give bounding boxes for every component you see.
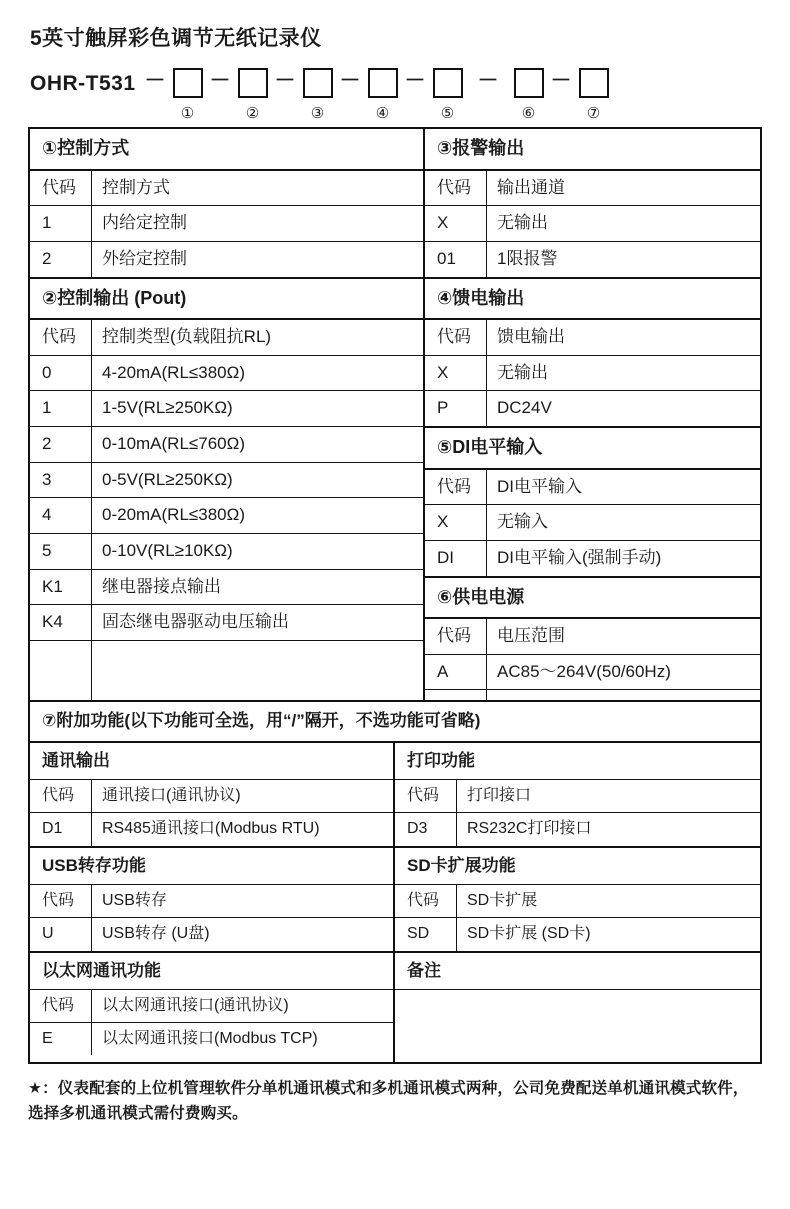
- table-row: [30, 990, 393, 1023]
- column-header-desc: 电压范围: [497, 626, 565, 646]
- column-header-code: 代码: [395, 885, 457, 917]
- column-header-desc: 输出通道: [497, 177, 565, 197]
- cell-desc: RS485通讯接口(Modbus RTU): [102, 820, 320, 838]
- section-2-heading: ②控制输出 (Pout): [30, 279, 423, 321]
- column-header-code: 代码: [425, 320, 487, 355]
- section-7-row: [30, 743, 760, 848]
- column-header-code: 代码: [425, 171, 487, 206]
- cell-code: SD: [395, 918, 457, 950]
- column-header-code: 代码: [425, 619, 487, 654]
- cell-desc: SD卡扩展 (SD卡): [467, 925, 591, 943]
- table-row: [30, 206, 423, 242]
- spec-table-main: [28, 127, 762, 702]
- slot-number: ④: [375, 105, 390, 122]
- cell-code: X: [425, 505, 487, 540]
- slot-number: ⑤: [440, 105, 455, 122]
- table-row: [425, 242, 760, 279]
- table-row: [30, 885, 393, 918]
- cell-desc: 无输入: [497, 512, 548, 532]
- cell-desc: 无输出: [497, 213, 548, 233]
- table-row: [425, 619, 760, 655]
- cell-code: 01: [425, 242, 487, 277]
- column-header-code: 代码: [30, 320, 92, 355]
- cell-empty: [425, 690, 487, 700]
- remarks-empty-area: [395, 990, 760, 1062]
- slot-box[interactable]: [368, 68, 398, 98]
- column-header-desc: USB转存: [102, 891, 167, 909]
- cell-desc: 1-5V(RL≥250KΩ): [102, 398, 233, 418]
- table-row: [395, 780, 760, 813]
- block-print-function: [395, 743, 760, 846]
- slot-box[interactable]: [173, 68, 203, 98]
- cell-code: A: [425, 655, 487, 690]
- block-ethernet-communication: [30, 953, 395, 1062]
- block-title: 通讯输出: [30, 743, 393, 780]
- table-row: [395, 918, 760, 950]
- section-7-row: [30, 848, 760, 953]
- column-header-desc: 控制方式: [102, 177, 170, 197]
- cell-code: D1: [30, 813, 92, 845]
- model-separator: －: [404, 69, 426, 92]
- table-row: [30, 605, 423, 641]
- spec-column-right: [425, 129, 760, 700]
- model-slot-6: [514, 64, 544, 121]
- cell-desc: 继电器接点输出: [102, 576, 221, 596]
- table-row: [425, 655, 760, 691]
- column-header-desc: 以太网通讯接口(通讯协议): [102, 996, 289, 1014]
- slot-box[interactable]: [514, 68, 544, 98]
- model-separator: －: [274, 69, 296, 92]
- cell-desc: 内给定控制: [102, 213, 187, 233]
- column-header-desc: DI电平输入: [497, 476, 582, 496]
- table-row-filler: [425, 690, 760, 700]
- slot-box[interactable]: [303, 68, 333, 98]
- cell-desc: USB转存 (U盘): [102, 925, 210, 943]
- model-slot-1: [173, 64, 203, 121]
- block-title: 打印功能: [395, 743, 760, 780]
- model-separator: －: [144, 69, 166, 92]
- model-separator: －: [339, 69, 361, 92]
- cell-code: 1: [30, 391, 92, 426]
- column-header-code: 代码: [425, 470, 487, 505]
- cell-code: 2: [30, 427, 92, 462]
- table-row: [425, 470, 760, 506]
- table-row: [30, 427, 423, 463]
- cell-code: K1: [30, 570, 92, 605]
- block-remarks: [395, 953, 760, 1062]
- cell-desc: 无输出: [497, 362, 548, 382]
- column-header-code: 代码: [30, 990, 92, 1022]
- table-row: [30, 391, 423, 427]
- slot-box[interactable]: [238, 68, 268, 98]
- section-3-heading: ③报警输出: [425, 129, 760, 171]
- table-row: [425, 206, 760, 242]
- model-separator: －: [209, 69, 231, 92]
- cell-empty: [487, 690, 760, 700]
- table-row: [30, 570, 423, 606]
- column-header-desc: 通讯接口(通讯协议): [102, 786, 241, 804]
- cell-code: 0: [30, 356, 92, 391]
- spec-table-section-7: [28, 702, 762, 1063]
- block-title: 备注: [395, 953, 760, 990]
- table-row-filler: [30, 641, 423, 701]
- section-1-heading: ①控制方式: [30, 129, 423, 171]
- column-header-desc: SD卡扩展: [467, 891, 538, 909]
- cell-desc: RS232C打印接口: [467, 820, 592, 838]
- model-slot-4: [368, 64, 398, 121]
- column-header-code: 代码: [30, 171, 92, 206]
- model-slot-7: [579, 64, 609, 121]
- model-slot-2: [238, 64, 268, 121]
- cell-code: K4: [30, 605, 92, 640]
- cell-desc: 0-20mA(RL≤380Ω): [102, 505, 245, 525]
- column-header-desc: 馈电输出: [497, 327, 565, 347]
- block-sd-card-expansion: [395, 848, 760, 951]
- block-title: USB转存功能: [30, 848, 393, 885]
- table-row: [30, 171, 423, 207]
- column-header-code: 代码: [30, 885, 92, 917]
- table-row: [30, 242, 423, 279]
- model-separator: －: [477, 69, 499, 92]
- model-name: OHR-T531: [30, 72, 136, 95]
- cell-desc: 0-10V(RL≥10KΩ): [102, 540, 233, 560]
- model-slot-3: [303, 64, 333, 121]
- cell-code: X: [425, 206, 487, 241]
- cell-desc: 以太网通讯接口(Modbus TCP): [102, 1030, 318, 1048]
- cell-desc: 固态继电器驱动电压输出: [102, 612, 289, 632]
- cell-code: U: [30, 918, 92, 950]
- table-row: [30, 356, 423, 392]
- cell-empty: [30, 641, 92, 701]
- column-header-desc: 控制类型(负载阻抗RL): [102, 327, 272, 347]
- table-row: [30, 918, 393, 950]
- table-row: [425, 171, 760, 207]
- section-4-heading: ④馈电输出: [425, 279, 760, 321]
- table-row: [30, 813, 393, 845]
- cell-code: 4: [30, 498, 92, 533]
- column-header-code: 代码: [30, 780, 92, 812]
- model-slot-5: [433, 64, 463, 121]
- column-header-code: 代码: [395, 780, 457, 812]
- cell-desc: 0-10mA(RL≤760Ω): [102, 434, 245, 454]
- table-row: [30, 320, 423, 356]
- block-communication-output: [30, 743, 395, 846]
- cell-desc: 外给定控制: [102, 248, 187, 268]
- model-code-row: [30, 64, 762, 121]
- cell-code: X: [425, 356, 487, 391]
- table-row: [425, 505, 760, 541]
- slot-number: ②: [245, 105, 260, 122]
- block-title: SD卡扩展功能: [395, 848, 760, 885]
- table-row: [425, 541, 760, 578]
- section-7-row: [30, 953, 760, 1062]
- table-row: [425, 320, 760, 356]
- table-row: [395, 813, 760, 845]
- table-row: [425, 391, 760, 428]
- table-row: [30, 780, 393, 813]
- cell-empty: [92, 641, 423, 701]
- cell-desc: 1限报警: [497, 248, 558, 268]
- cell-desc: 0-5V(RL≥250KΩ): [102, 469, 233, 489]
- table-row: [395, 885, 760, 918]
- spec-column-left: [30, 129, 425, 700]
- slot-box[interactable]: [579, 68, 609, 98]
- table-row: [30, 498, 423, 534]
- cell-code: E: [30, 1023, 92, 1055]
- block-title: 以太网通讯功能: [30, 953, 393, 990]
- cell-desc: DI电平输入(强制手动): [497, 547, 662, 567]
- footnote: ★：仪表配套的上位机管理软件分单机通讯模式和多机通讯模式两种，公司免费配送单机通讯模式软件，选择多机通讯模式需付费购买。: [28, 1079, 749, 1123]
- cell-code: DI: [425, 541, 487, 576]
- cell-code: 5: [30, 534, 92, 569]
- cell-code: P: [425, 391, 487, 426]
- slot-number: ①: [180, 105, 195, 122]
- slot-number: ⑦: [586, 105, 601, 122]
- cell-code: 3: [30, 463, 92, 498]
- cell-desc: AC85～264V(50/60Hz): [497, 661, 671, 681]
- page-title: 5英寸触屏彩色调节无纸记录仪: [30, 27, 322, 50]
- section-5-heading: ⑤DI电平输入: [425, 428, 760, 470]
- cell-code: D3: [395, 813, 457, 845]
- block-usb-transfer: [30, 848, 395, 951]
- model-slots: [138, 64, 609, 121]
- table-row: [30, 534, 423, 570]
- column-header-desc: 打印接口: [467, 786, 532, 804]
- table-row: [425, 356, 760, 392]
- slot-box[interactable]: [433, 68, 463, 98]
- model-separator: －: [550, 69, 572, 92]
- slot-number: ⑥: [521, 105, 536, 122]
- section-6-heading: ⑥供电电源: [425, 578, 760, 620]
- table-row: [30, 463, 423, 499]
- table-row: [30, 1023, 393, 1055]
- section-7-heading: ⑦附加功能(以下功能可全选，用“/”隔开，不选功能可省略): [30, 702, 760, 742]
- cell-desc: 4-20mA(RL≤380Ω): [102, 362, 245, 382]
- slot-number: ③: [310, 105, 325, 122]
- cell-desc: DC24V: [497, 398, 552, 418]
- cell-code: 2: [30, 242, 92, 277]
- cell-code: 1: [30, 206, 92, 241]
